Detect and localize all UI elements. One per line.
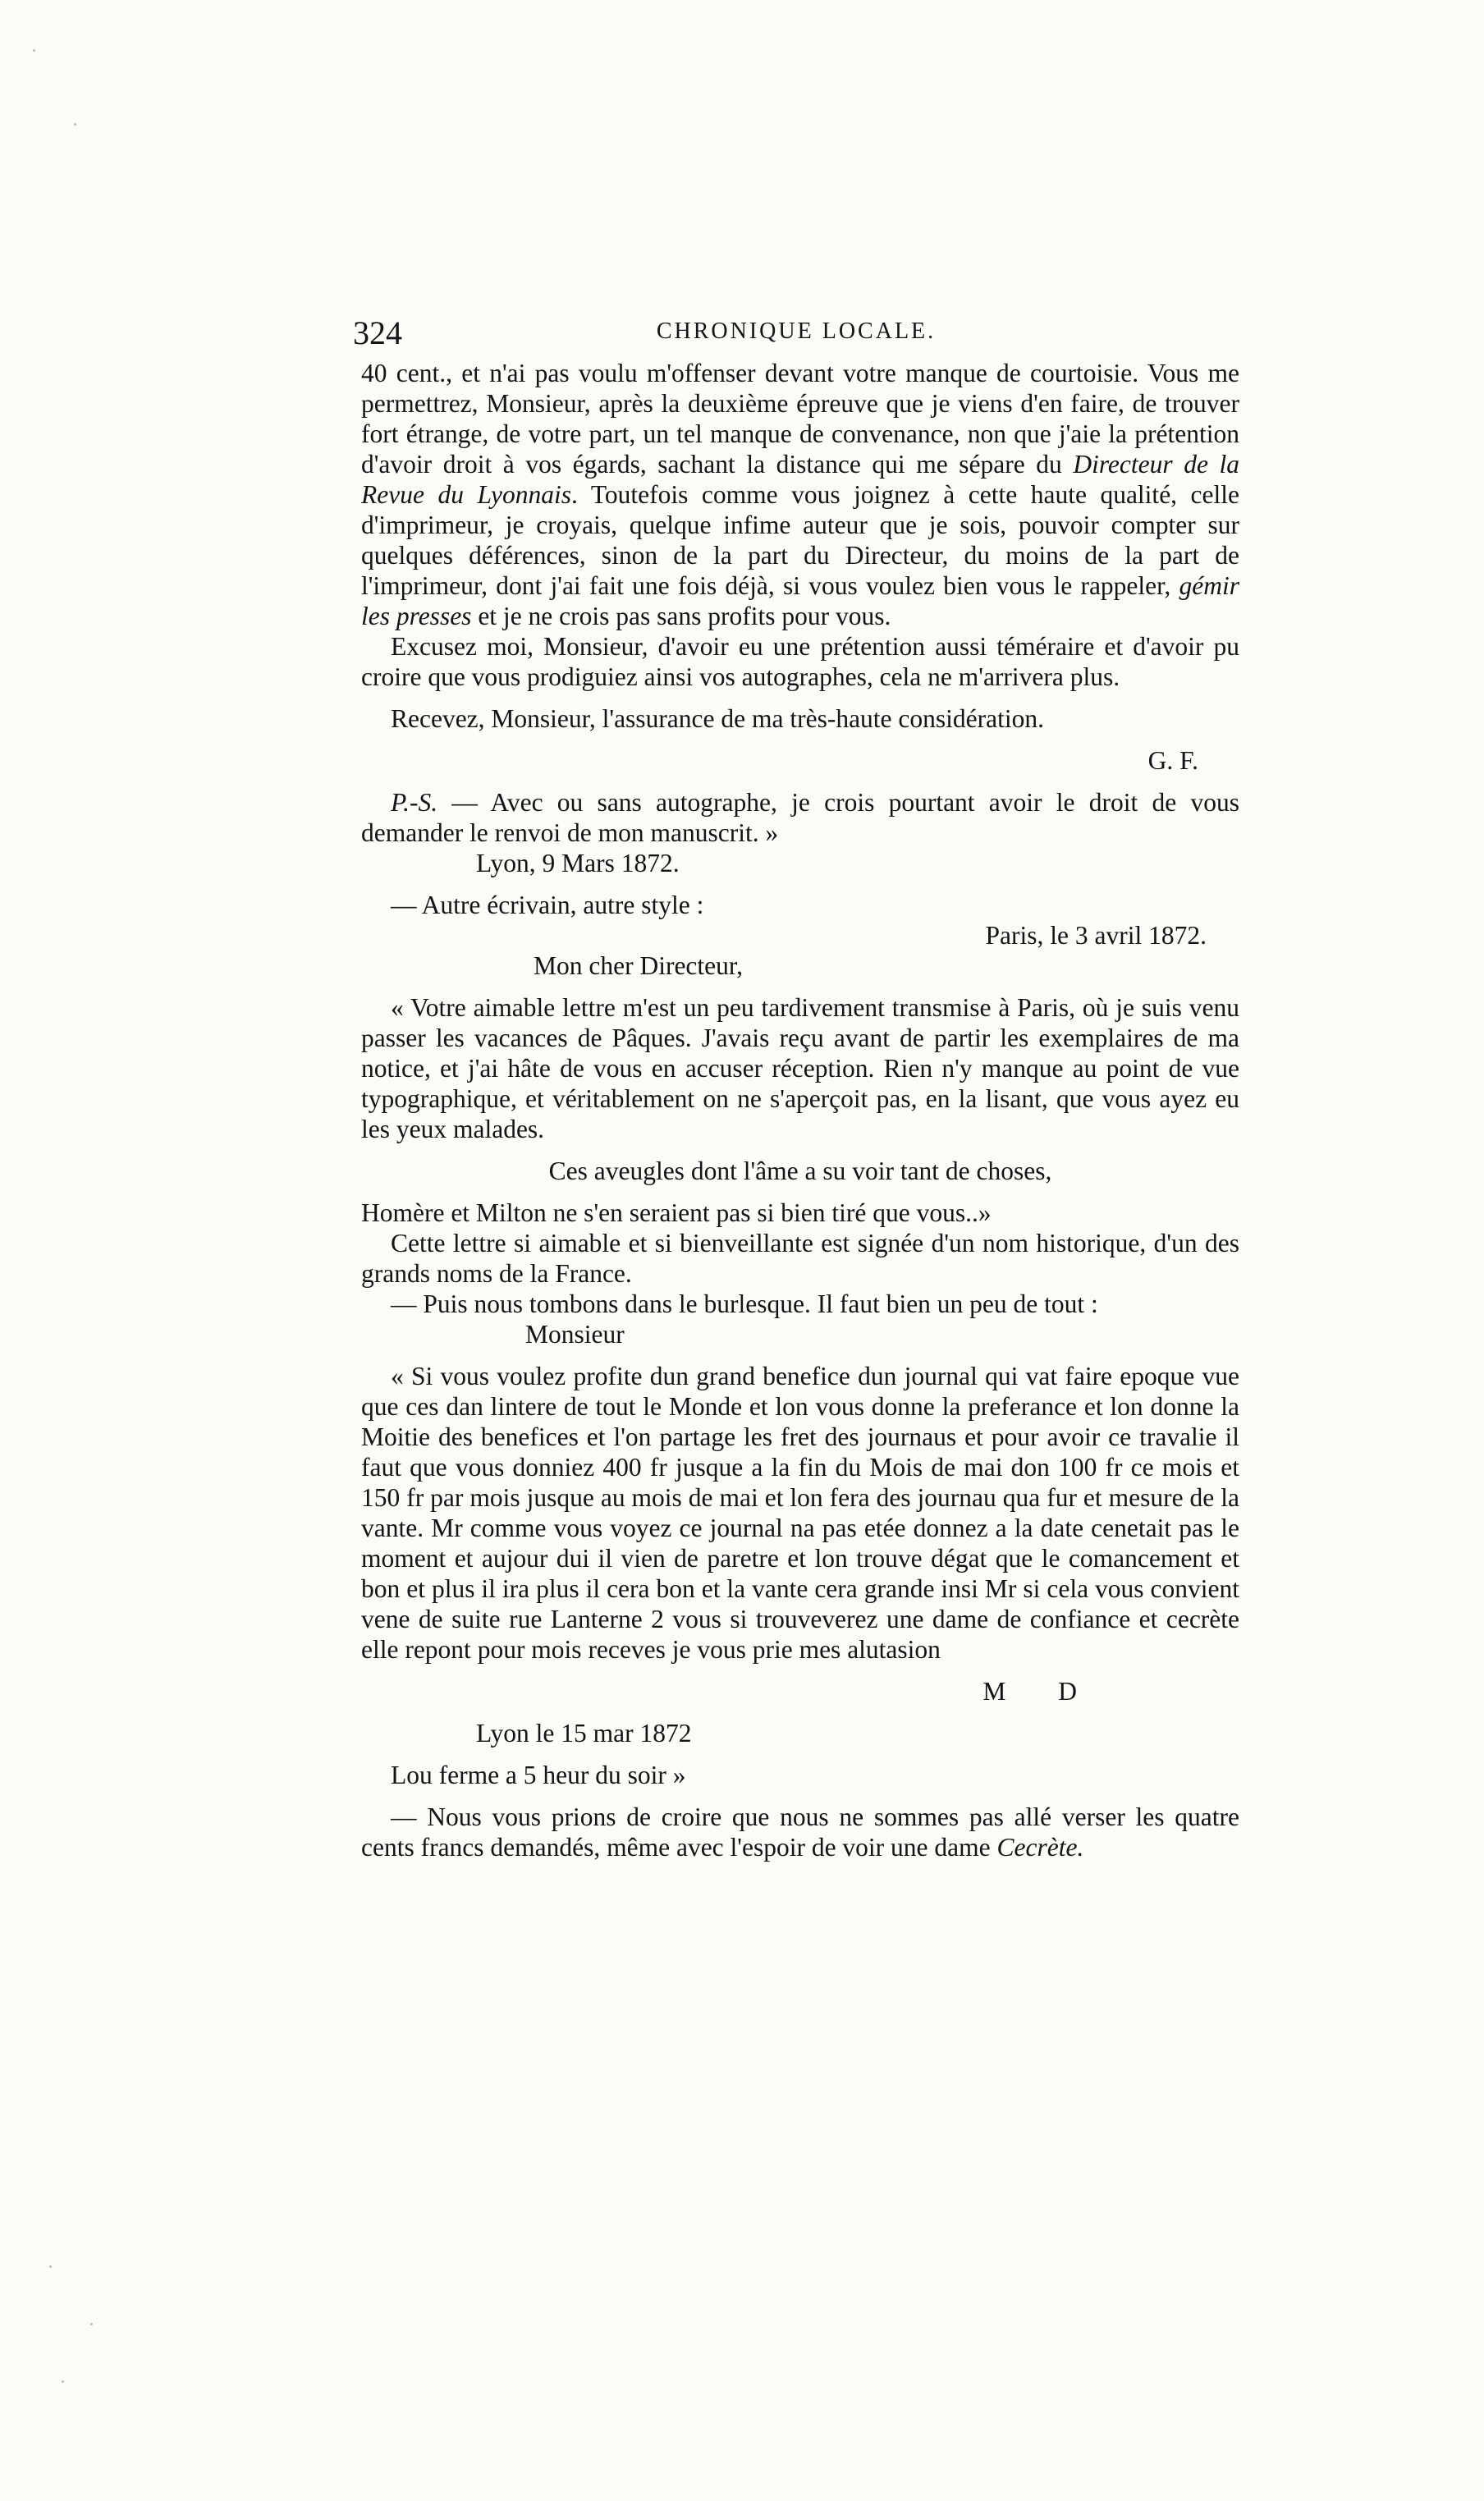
- running-title: CHRONIQUE LOCALE.: [656, 318, 937, 344]
- paragraph-6: Cette lettre si aimable et si bienveillante est signée d'un nom historique, d'un des grands noms de la France.: [361, 1229, 1239, 1288]
- verse-2: Homère et Milton ne s'en seraient pas si bien tiré que vous..»: [361, 1198, 992, 1227]
- italic-cecrete: Cecrète.: [996, 1833, 1084, 1862]
- paper-speck: [62, 2380, 64, 2383]
- paper-speck: [74, 123, 76, 126]
- paper-speck: [33, 49, 35, 52]
- paragraph-3: Recevez, Monsieur, l'assurance de ma très-haute considération.: [391, 704, 1044, 733]
- paragraph-2: Excusez moi, Monsieur, d'avoir eu une prétention aussi téméraire et d'avoir pu croire que vous prodiguiez ainsi vos autographes, cela ne m'arrivera plus.: [361, 632, 1239, 691]
- salutation-2: Monsieur: [525, 1320, 625, 1349]
- ps-label: P.-S.: [391, 788, 438, 817]
- date-paris: Paris, le 3 avril 1872.: [985, 921, 1207, 950]
- paragraph-7: — Puis nous tombons dans le burlesque. Il faut bien un peu de tout :: [391, 1289, 1098, 1318]
- page-text: [361, 358, 1239, 1862]
- date-lyon-2: Lyon le 15 mar 1872: [476, 1719, 692, 1747]
- paragraph-4: — Autre écrivain, autre style :: [391, 891, 704, 919]
- paragraph-10: — Nous vous prions de croire que nous ne sommes pas allé verser les quatre cents francs demandés, même avec l'espoir de voir une dame Cecrète.: [361, 1802, 1239, 1862]
- page-number: 324: [353, 314, 402, 351]
- date-lyon-1: Lyon, 9 Mars 1872.: [476, 849, 680, 877]
- paragraph-1: 40 cent., et n'ai pas voulu m'offenser devant votre manque de courtoisie. Vous me permettrez, Monsieur, après la deuxième épreuve que je viens d'en faire, de trouver fort étrange, de votre part, un tel manque de convenance, non que j'aie la prétention d'avoir droit à vos égards, sachant la distance qui me sépare du Directeur de la Revue du Lyonnais. Toutefois comme vous joignez à cette haute qualité, celle d'imprimeur, je croyais, quelque infime auteur que je sois, pouvoir compter sur quelques déférences, sinon de la part du Directeur, du moins de la part de l'imprimeur, dont j'ai fait une fois déjà, si vous voulez bien vous le rappeler, gémir les presses et je ne crois pas sans profits pour vous.: [361, 359, 1240, 630]
- paper-speck: [49, 2265, 52, 2268]
- signature-gf: G. F.: [1147, 746, 1198, 775]
- paragraph-8: « Si vous voulez profite dun grand benefice dun journal qui vat faire epoque vue que ces dan lintere de tout le Monde et lon vous donne la preferance et lon donne la Moitie des benefices et l'on partage les fret des journaus et pour avoir ce travalie il faut que vous donniez 400 fr jusque a la fin du Mois de mai don 100 fr ce mois et 150 fr par mois jusque au mois de mai et lon fera des journau qua fur et mesure de la vante. Mr comme vous voyez ce journal na pas etée donnez a la date cenetait pas le moment et aujour dui il vien de paretre et lon trouve dégat que le comancement et bon et plus il ira plus il cera bon et la vante cera grande insi Mr si cela vous convient vene de suite rue Lanterne 2 vous si trouveverez une dame de confiance et cecrète elle repont pour mois receves je vous prie mes alutasion: [361, 1362, 1239, 1664]
- italic-presses: gémir les presses: [361, 571, 1240, 630]
- salutation-1: Mon cher Directeur,: [534, 951, 743, 980]
- postscript: P.-S. — Avec ou sans autographe, je crois pourtant avoir le droit de vous demander le renvoi de mon manuscrit. »: [361, 788, 1239, 847]
- paper-speck: [90, 2323, 93, 2325]
- running-header: [353, 312, 1239, 353]
- signature-md: M D: [982, 1677, 1100, 1706]
- paragraph-5: « Votre aimable lettre m'est un peu tardivement transmise à Paris, où je suis venu passer les vacances de Pâques. J'avais reçu avant de partir les exemplaires de ma notice, et j'ai hâte de vous en accuser réception. Rien n'y manque au point de vue typographique, et véritablement on ne s'aperçoit pas, en la lisant, que vous ayez eu les yeux malades.: [361, 993, 1239, 1143]
- italic-revue: Directeur de la Revue du Lyonnais: [361, 450, 1240, 509]
- verse-1: Ces aveugles dont l'âme a su voir tant de choses,: [548, 1157, 1052, 1185]
- paragraph-9: Lou ferme a 5 heur du soir »: [391, 1761, 686, 1789]
